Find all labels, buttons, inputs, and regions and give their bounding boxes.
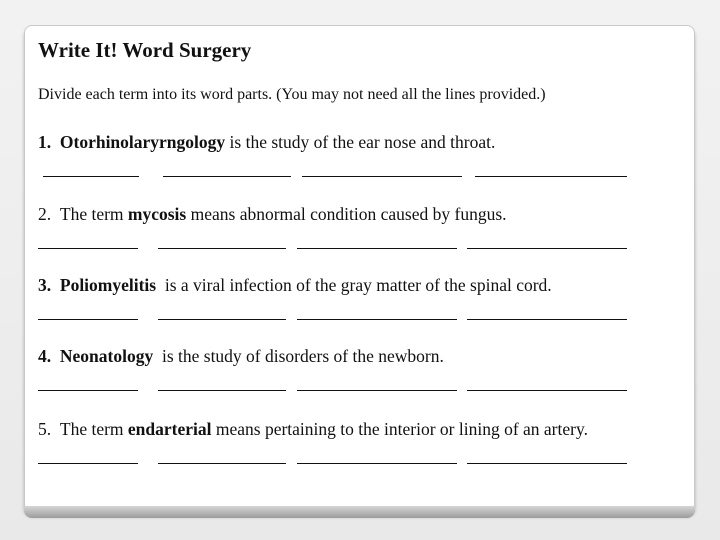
answer-blank[interactable] xyxy=(38,234,138,249)
question-number: 5. xyxy=(38,419,52,439)
question-1 xyxy=(38,132,495,153)
answer-blank[interactable] xyxy=(158,234,286,249)
answer-blank[interactable] xyxy=(467,234,627,249)
answer-blank[interactable] xyxy=(158,305,286,320)
answer-blanks-5 xyxy=(38,443,627,464)
question-number: 2. xyxy=(38,204,52,224)
answer-blank[interactable] xyxy=(38,305,138,320)
answer-blanks-3 xyxy=(38,299,627,320)
question-term: endarterial xyxy=(127,419,212,439)
slide xyxy=(24,25,695,513)
answer-blank[interactable] xyxy=(297,234,457,249)
answer-blanks-2 xyxy=(38,228,627,249)
slide-bottom-bar xyxy=(24,506,695,518)
answer-blanks-4 xyxy=(38,370,627,391)
question-text: is a viral infection of the gray matter of the spinal cord. xyxy=(156,275,552,295)
answer-blank[interactable] xyxy=(302,162,462,177)
worksheet-title: Write It! Word Surgery xyxy=(38,38,252,62)
question-2 xyxy=(38,204,507,225)
answer-blank[interactable] xyxy=(475,162,627,177)
answer-blank[interactable] xyxy=(158,449,286,464)
answer-blank[interactable] xyxy=(163,162,291,177)
question-term: Poliomyelitis xyxy=(59,275,157,295)
question-prefix: The term xyxy=(59,204,128,224)
instructions-text: Divide each term into its word parts. (You may not need all the lines provided.) xyxy=(38,86,546,103)
question-term: Otorhinolaryrngology xyxy=(59,132,226,152)
answer-blank[interactable] xyxy=(158,376,286,391)
answer-blank[interactable] xyxy=(297,305,457,320)
answer-blank[interactable] xyxy=(38,376,138,391)
answer-blank[interactable] xyxy=(43,162,139,177)
question-3 xyxy=(38,275,552,296)
answer-blank[interactable] xyxy=(297,449,457,464)
answer-blank[interactable] xyxy=(467,449,627,464)
question-text: means abnormal condition caused by fungus. xyxy=(186,204,507,224)
question-text: means pertaining to the interior or lining of an artery. xyxy=(211,419,588,439)
question-number: 1. xyxy=(38,132,52,152)
question-term: mycosis xyxy=(127,204,187,224)
question-number: 3. xyxy=(38,275,52,295)
question-5 xyxy=(38,419,588,440)
question-text: is the study of disorders of the newborn. xyxy=(153,346,444,366)
answer-blank[interactable] xyxy=(297,376,457,391)
answer-blank[interactable] xyxy=(467,305,627,320)
answer-blank[interactable] xyxy=(467,376,627,391)
question-prefix: The term xyxy=(59,419,128,439)
answer-blank[interactable] xyxy=(38,449,138,464)
question-number: 4. xyxy=(38,346,52,366)
question-term: Neonatology xyxy=(59,346,154,366)
question-4 xyxy=(38,346,444,367)
answer-blanks-1 xyxy=(38,156,627,177)
question-text: is the study of the ear nose and throat. xyxy=(225,132,496,152)
